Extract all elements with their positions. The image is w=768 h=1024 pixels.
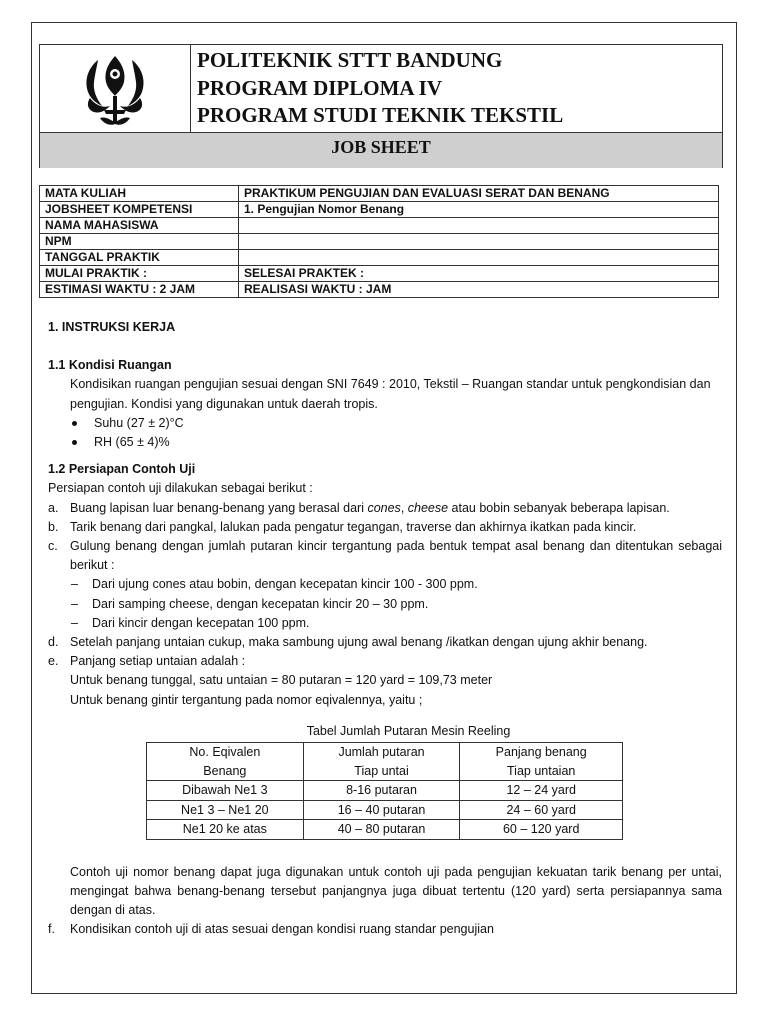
info-value: PRAKTIKUM PENGUJIAN DAN EVALUASI SERAT DAN BENANG — [239, 186, 719, 202]
list-item — [48, 920, 722, 939]
paragraph: Kondisikan ruangan pengujian sesuai dengan SNI 7649 : 2010, Tekstil – Ruangan standar untuk pengkondisian dan pengujian. Kondisi yang digunakan untuk daerah tropis. — [70, 377, 711, 411]
logo-cell — [40, 45, 191, 132]
info-label: MULAI PRAKTIK : — [40, 266, 239, 282]
list-label: e. — [48, 654, 59, 669]
table-header-row — [147, 743, 623, 781]
info-label: NPM — [40, 234, 239, 250]
text: Kondisikan contoh uji di atas sesuai dengan kondisi ruang standar pengujian — [70, 922, 494, 937]
paragraph: Contoh uji nomor benang dapat juga digunakan untuk contoh uji pada pengujian kekuatan tarik benang per untai, mengingat bahwa benang-benang tersebut panjangnya juga dibuat tertentu (120 yard) serta persiapannya sama dengan di atas. — [70, 864, 722, 917]
table-cell: Ne1 20 ke atas — [147, 820, 304, 840]
jobsheet-title: JOB SHEET — [40, 132, 722, 168]
list-label: f. — [48, 922, 55, 937]
bullet-icon — [72, 440, 77, 445]
list-item-text: RH (65 ± 4)% — [94, 435, 170, 450]
dash-mark: – — [71, 577, 78, 592]
bullet-icon — [72, 421, 77, 426]
table-caption: Tabel Jumlah Putaran Mesin Reeling — [306, 723, 511, 738]
italic-term: cones — [367, 500, 401, 515]
subsection-heading: 1.2 Persiapan Contoh Uji — [48, 462, 196, 477]
table-cell: 40 – 80 putaran — [303, 820, 460, 840]
dash-item — [48, 595, 722, 614]
list-label: b. — [48, 519, 59, 534]
list-item — [48, 518, 722, 537]
info-table — [39, 185, 719, 298]
table-row — [40, 186, 719, 202]
table-cell: 16 – 40 putaran — [303, 800, 460, 820]
table-row — [40, 250, 719, 266]
text-line: Untuk benang gintir tergantung pada nomor eqivalennya, yaitu ; — [70, 692, 423, 707]
institution-emblem-icon — [80, 52, 150, 126]
instructions — [48, 318, 722, 939]
list-label: d. — [48, 635, 59, 650]
table-row — [147, 800, 623, 820]
info-value — [239, 250, 719, 266]
list-item — [48, 414, 722, 433]
list-item — [48, 499, 722, 518]
info-value: SELESAI PRAKTEK : — [239, 266, 719, 282]
table-row — [40, 234, 719, 250]
info-value — [239, 218, 719, 234]
table-cell: 8-16 putaran — [303, 781, 460, 801]
section-heading: 1. INSTRUKSI KERJA — [48, 320, 176, 334]
reeling-table — [146, 742, 623, 840]
info-label: NAMA MAHASISWA — [40, 218, 239, 234]
table-row — [40, 266, 719, 282]
table-cell: Dibawah Ne1 3 — [147, 781, 304, 801]
study-program-title: PROGRAM STUDI TEKNIK TEKSTIL — [197, 103, 564, 127]
institution-title: POLITEKNIK STTT BANDUNG — [197, 48, 503, 72]
list-label: c. — [48, 539, 58, 554]
info-label: JOBSHEET KOMPETENSI — [40, 202, 239, 218]
text: , — [400, 500, 408, 515]
dash-mark: – — [71, 596, 78, 611]
info-label: TANGGAL PRAKTIK — [40, 250, 239, 266]
dash-item — [48, 575, 722, 594]
column-header: Panjang benang Tiap untaian — [460, 743, 623, 781]
list-label: a. — [48, 500, 59, 515]
table-cell: 24 – 60 yard — [460, 800, 623, 820]
list-item — [48, 433, 722, 452]
list-item — [48, 652, 722, 671]
table-cell: Ne1 3 – Ne1 20 — [147, 800, 304, 820]
column-header: Jumlah putaran Tiap untai — [303, 743, 460, 781]
list-item — [48, 537, 722, 575]
table-cell: 12 – 24 yard — [460, 781, 623, 801]
title-block — [191, 45, 722, 132]
info-value — [239, 234, 719, 250]
text: Gulung benang dengan jumlah putaran kincir tergantung pada bentuk tempat asal benang dan ditentukan sebagai berikut : — [70, 539, 722, 573]
table-row — [40, 218, 719, 234]
column-header: No. Eqivalen Benang — [147, 743, 304, 781]
table-row — [147, 781, 623, 801]
text: Setelah panjang untaian cukup, maka sambung ujung awal benang /ikatkan dengan ujung akhir benang. — [70, 635, 648, 650]
text: Tarik benang dari pangkal, lalukan pada pengatur tegangan, traverse dan akhirnya ikatkan pada kincir. — [70, 519, 637, 534]
dash-item — [48, 614, 722, 633]
text: Dari samping cheese, dengan kecepatan kincir 20 – 30 ppm. — [92, 596, 429, 611]
text: Panjang setiap untaian adalah : — [70, 654, 246, 669]
text: Dari ujung cones atau bobin, dengan kecepatan kincir 100 - 300 ppm. — [92, 577, 478, 592]
dash-mark: – — [71, 615, 78, 630]
table-row — [40, 282, 719, 298]
subsection-heading: 1.1 Kondisi Ruangan — [48, 358, 172, 373]
list-item-text: Suhu (27 ± 2)°C — [94, 415, 184, 430]
paragraph: Persiapan contoh uji dilakukan sebagai berikut : — [48, 481, 313, 496]
italic-term: cheese — [407, 500, 449, 515]
text-line: Untuk benang tunggal, satu untaian = 80 putaran = 120 yard = 109,73 meter — [70, 673, 493, 688]
info-label: MATA KULIAH — [40, 186, 239, 202]
info-value: REALISASI WAKTU : JAM — [239, 282, 719, 298]
info-label: ESTIMASI WAKTU : 2 JAM — [40, 282, 239, 298]
program-title: PROGRAM DIPLOMA IV — [197, 75, 442, 100]
text: Dari kincir dengan kecepatan 100 ppm. — [92, 615, 310, 630]
list-item — [48, 633, 722, 652]
table-row — [40, 202, 719, 218]
table-cell: 60 – 120 yard — [460, 820, 623, 840]
text: atau bobin sebanyak beberapa lapisan. — [448, 500, 670, 515]
text: Buang lapisan luar benang-benang yang berasal dari — [70, 500, 368, 515]
table-row — [147, 820, 623, 840]
document-header — [39, 44, 723, 168]
info-value: 1. Pengujian Nomor Benang — [239, 202, 719, 218]
